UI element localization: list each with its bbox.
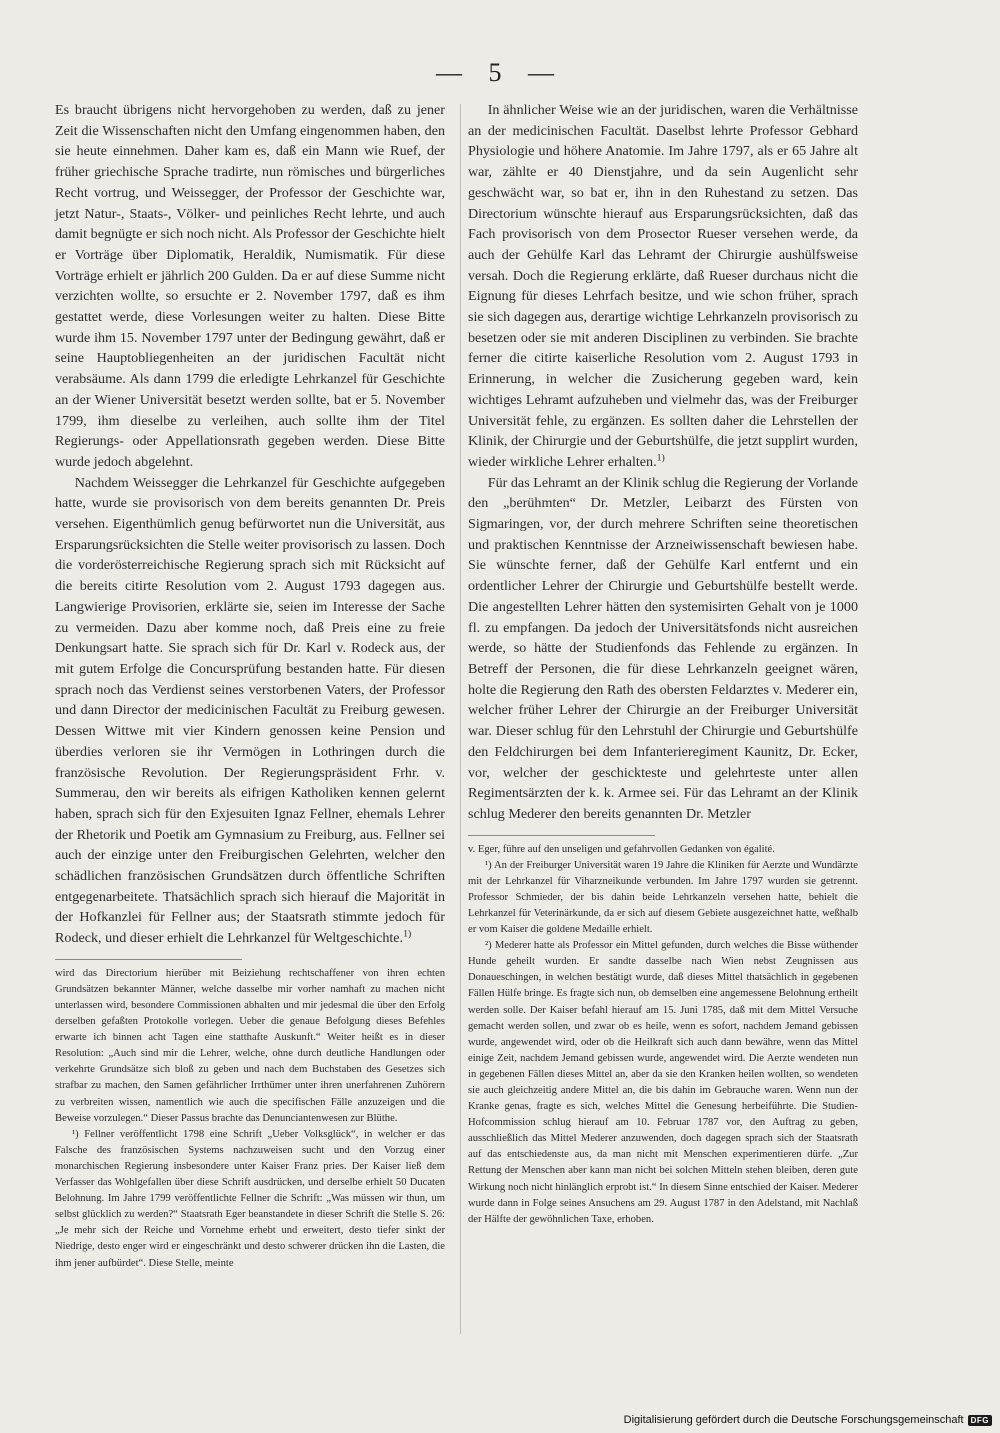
right-paragraph-1-text: In ähnlicher Weise wie an der juridischen, waren die Verhältnisse an der medicinischen Facultät. Daselbst lehrte Professor Gebhard Physiologie und höhere Anatomie. Im Jahre 1797, als er 65 Jahre alt war, zählte er 40 Dienstjahre, und da sein Augenlicht sehr geschwächt war, so bat er, ihn in den Ruhestand zu setzen. Das Directorium wünschte hierauf aus Ersparungsrücksichten, daß das Fach provisorisch von dem Prosector Rueser versehen werde, da auch der Gehülfe Karl das Lehramt der Chirurgie aushülfsweise versah. Doch die Regierung erklärte, daß Rueser durchaus nicht die Eignung für dieses Lehrfach besitze, und wie schon früher, sprach sie sich dagegen aus, derartige wichtige Lehrkanzeln provisorisch zu besetzen oder sie mit anderen Disciplinen zu verbinden. Sie brachte ferner die citirte kaiserliche Resolution vom 2. August 1793 in Erinnerung, in welcher die Zusicherung gegeben ward, kein wichtiges Lehramt aufzuheben und vielmehr das, was der Freiburger Universität fehle, zu ergänzen. Es sollten daher die Lehrstellen der Klinik, der Chirurgie und der Geburtshülfe, die jetzt supplirt wurden, wieder wirkliche Lehrer erhalten. [468,102,858,470]
right-footnote-1: ¹) An der Freiburger Universität waren 19 Jahre die Kliniken für Aerzte und Wundärzte mit der Lehrkanzel für Viharzneikunde verbunden. Im Jahre 1797 wurden sie getrennt. Professor Schmieder, der bis dahin beide Lehrkanzeln versehen hatte, behielt die Lehrkanzel für Veterinärkunde, da er sich auf diesem Gebiete ausgezeichnet hatte, weßhalb er vom Kaiser die goldene Medaille erhielt. [468,859,858,936]
digitization-footer [624,1414,992,1426]
left-footnote-1: ¹) Fellner veröffentlicht 1798 eine Schrift „Ueber Volksglück“, in welcher er das Falsche des französischen Systems nachzuweisen sucht und den Vorzug einer monarchischen Regierung insbesondere unter Kaiser Franz pries. Der Kaiser ließ dem Verfasser das Wohlgefallen über diese Schrift ausdrücken, und derselbe erhielt 50 Ducaten Belohnung. Im Jahre 1799 veröffentlichte Fellner die Schrift: „Was müssen wir thun, um selbst glücklich zu werden?“ Staatsrath Eger beanstandete in dieser Schrift die Stelle S. 26: „Je mehr sich der Reiche und Vornehme erhebt und erweitert, desto tiefer sinkt der Niedrige, desto enger wird er eingeschränkt und desto schwerer drücken ihn die Lasten, die ihm jener aufbürdet“. Diese Stelle, meinte [55,1128,445,1269]
right-paragraph-2 [468,473,858,825]
right-footnote-2: ²) Mederer hatte als Professor ein Mittel gefunden, durch welches die Bisse wüthender Hunde geheilt wurden. Er sandte dasselbe nach Wien nebst Zeugnissen aus Donaueschingen, in welchen bestätigt wurde, daß dieses Mittel thatsächlich in gegebenen Fällen Hülfe bringe. Es fragte sich nun, ob demselben eine angemessene Belohnung ertheilt werden solle. Der Kaiser befahl hierauf am 15. Juni 1785, daß mit dem Mittel Versuche gemacht werden sollen, und zwar ob es heile, wenn es sofort, nachdem Jemand gebissen wurde, angewendet wird, oder ob die Heilkraft sich auch dann bewähre, wenn das Mittel einige Zeit, nachdem Jemand gebissen wurde, angewendet wird. Die Aerzte wendeten nun in gegebenen Fällen dieses Mittel an, aber da sie den Kranken heilen wollten, so wendeten sie auch gleichzeitig andere Mittel an, die bis dahin im Gebrauche waren. Wenn nun der Kranke genas, fragte es sich, welches Mittel die Genesung herbeiführte. Die Studien-Hofcommission schlug hierauf am 10. Februar 1787 vor, den Auftrag zu geben, ausschließlich das Mittel Mederer anzuwenden, doch dagegen sprach sich der Staatsrath auf das entschiedenste aus, da man nicht mit Menschen experimentieren dürfe. „Zur Rettung der Menschen aber kann man nicht bei solchen Mitteln stehen bleiben, deren gute Wirkung noch nicht hinlänglich erprobt ist.“ In diesem Sinne entschied der Kaiser. Mederer wurde dann in Folge seines Ansuchens am 29. August 1787 in den Adelstand, mit Nachlaß der Hälfte der gewöhnlichen Taxe, erhoben. [468,940,858,1225]
right-main-text [468,100,858,825]
right-footnote-continued: v. Eger, führe auf den unseligen und gefahrvollen Gedanken von égalité. [468,843,775,855]
column-separator [460,104,461,1334]
right-column [468,100,858,1228]
footnote-mark: 1) [656,452,665,464]
right-footnotes [468,842,858,1228]
footnote-rule [468,835,655,836]
dfg-logo-icon: DFG [968,1415,992,1426]
footnote-mark: 1) [403,928,412,940]
left-paragraph-2 [55,473,445,949]
footnote-rule [55,959,242,960]
page-number: — 5 — [436,58,564,87]
left-footnote-continued: wird das Directorium hierüber mit Beiziehung rechtschaffener von ihren echten Grundsätzen bekannter Männer, welche dasselbe mir vorher namhaft zu machen nicht unterlassen wird, besondere Commissionen abhalten und mir jedesmal die über den Erfolg derselben gefaßten Protokolle vorlegen. Ueber die genaue Befolgung dieses Befehles erwarte ich binnen acht Tagen eine statthafte Auskunft.“ Weiter heißt es in dieser Resolution: „Auch sind mir die Lehrer, welche, ohne durch deutliche Handlungen oder verkehrte Grundsätze sich bloß zu geben und nach dem Buchstaben des Gesetzes sich strafbar zu machen, den Samen gefährlicher Irrthümer unter ihren unerfahrenen Zuhörern zu verbreiten wissen, namentlich wie auch die specifischen Fälle anzuzeigen und die Beweise vorzulegen.“ Dieser Passus brachte das Denunciantenwesen zur Blüthe. [55,967,445,1124]
right-paragraph-2-text: Für das Lehramt an der Klinik schlug die Regierung der Vorlande den „berühmten“ Dr. Metzler, Leibarzt des Fürsten von Sigmaringen, vor, der durch mehrere Schriften seine theoretischen und praktischen Kenntnisse der Arzneiwissenschaft bewiesen habe. Sie wünschte ferner, daß der Gehülfe Karl entfernt und ein ordentlicher Lehrer der Chirurgie und Geburtshülfe bestellt werde. Die angestellten Lehrer hätten den systemisirten Gehalt von je 1000 fl. zu empfangen. Da jedoch der Universitätsfonds nicht ausreichen werde, so hätte der Studienfonds das Fehlende zu ergänzen. In Betreff der Personen, die für diese Lehrkanzeln geeignet wären, holte die Regierung den Rath des obersten Feldarztes v. Mederer ein, welcher früher Lehrer der Chirurgie an der Freiburger Universität war. Dieser schlug für den Lehrstuhl der Chirurgie und Geburtshülfe den Feldchirurgen bei dem Infanterieregiment Kaunitz, Dr. Ecker, vor, welcher der geschickteste und gelehrteste unter allen Regimentsärzten der k. k. Armee sei. Für das Lehramt an der Klinik schlug Mederer den bereits genannten Dr. Metzler [468,474,858,822]
left-paragraph-1: Es braucht übrigens nicht hervorgehoben zu werden, daß zu jener Zeit die Wissenschaften nicht den Umfang eingenommen haben, den sie heute einnehmen. Daher kam es, daß ein Mann wie Ruef, der früher griechische Sprache tradirte, nun römisches und bürgerliches Recht vortrug, und Weissegger, der Professor der Geschichte war, jetzt Natur-, Staats-, Völker- und peinliches Recht lehrte, und auch damit begnügte er sich noch nicht. Als Professor der Geschichte hielt er Vorträge über Diplomatik, Heraldik, Numismatik. Für diese Vorträge erhielt er jährlich 200 Gulden. Da er auf diese Summe nicht verzichten wollte, so ersuchte er 2. November 1797, daß es ihm gestattet werde, diese Vorlesungen weiter zu halten. Diese Bitte wurde ihm 15. November 1797 unter der Bedingung gewährt, daß er seine Hauptobliegenheiten an der juridischen Facultät nicht verabsäume. Als dann 1799 die erledigte Lehrkanzel für Geschichte an der Wiener Universität besetzt werden sollte, bat er 5. November 1799, ihm dieselbe zu verleihen, auch sollte ihm der Titel Regierungs- oder Appellationsrath gegeben werden. Diese Bitte wurde jedoch abgelehnt. [55,102,445,470]
left-footnotes [55,966,445,1272]
left-main-text [55,100,445,949]
left-paragraph-2-text: Nachdem Weissegger die Lehrkanzel für Geschichte aufgegeben hatte, wurde sie provisorisch von dem bereits genannten Dr. Preis versehen. Eigenthümlich genug befürwortet nun die Universität, aus Ersparungsrücksichten die Stelle weiter provisorisch zu lassen. Doch die vorderösterreichische Regierung sprach sich mit Rücksicht auf die bereits citirte Resolution vom 2. August 1793 dagegen aus. Langwierige Provisorien, erklärte sie, seien im Interesse der Sache zu vermeiden. Dazu aber komme noch, daß Preis eine zu freie Denkungsart hatte. Sie sprach sich für Dr. Karl v. Rodeck aus, der mit gutem Erfolge die Concursprüfung bestanden hatte. Für diesen sprach noch das Verdienst seines verstorbenen Vaters, der Professor und dann Director der medicinischen Facultät zu Freiburg gewesen. Dessen Wittwe mit vier Kindern genossen keine Pension und überdies verloren sie ihr Vermögen in Lothringen durch die französische Revolution. Der Regierungspräsident Frhr. v. Summerau, den wir bereits als eifrigen Katholiken kennen gelernt haben, sprach sich für den Exjesuiten Ignaz Fellner, ehemals Lehrer der Rhetorik und Poetik am Gymnasium zu Freiburg, aus. Fellner sei auch der einzige unter den Freiburgischen Gelehrten, welcher den schädlichen französischen Grundsätzen durch öffentliche Schriften entgegenarbeitete. Thatsächlich sprach sich hierauf die Majorität in der Hofkanzlei für Fellner aus; der Staatsrath stimmte jedoch für Rodeck, und dieser erhielt die Lehrkanzel für Weltgeschichte. [55,474,445,947]
footer-text: Digitalisierung gefördert durch die Deutsche Forschungsgemeinschaft [623,1414,964,1426]
left-column [55,100,445,1272]
right-paragraph-1 [468,100,858,473]
